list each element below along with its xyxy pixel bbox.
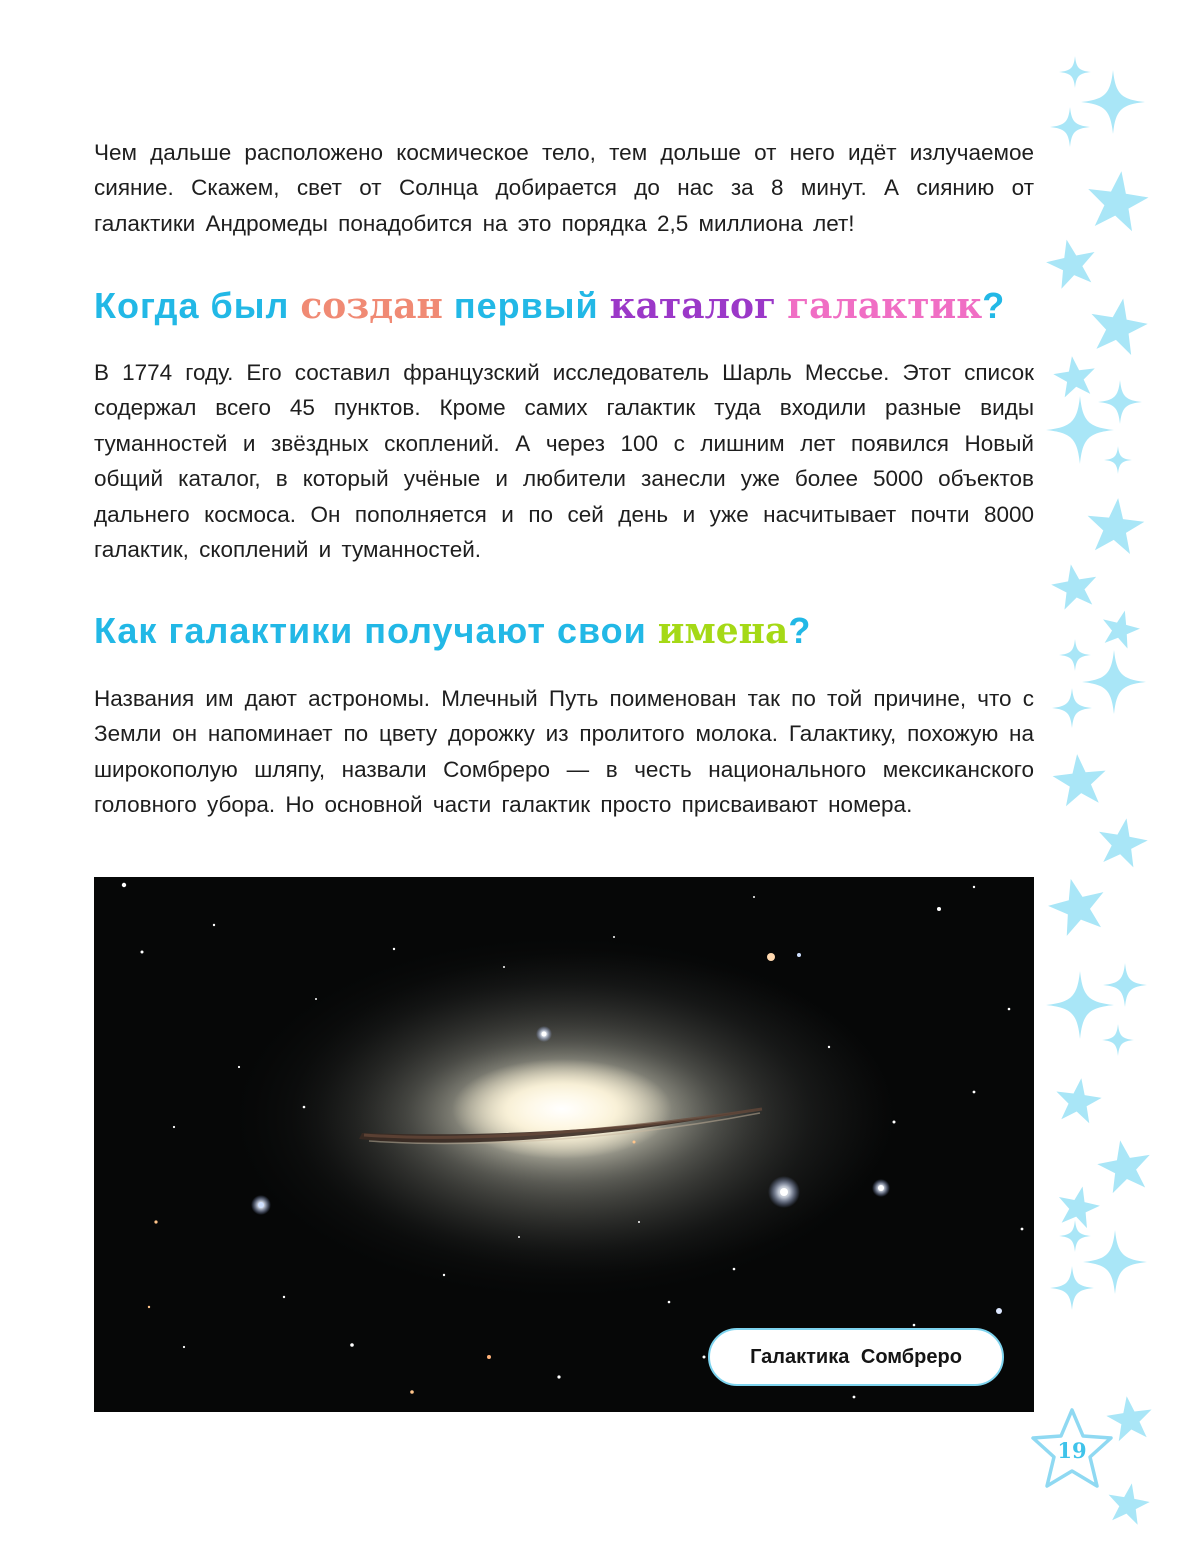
star-icon	[1042, 56, 1155, 1526]
heading-text: первый	[442, 285, 610, 326]
heading-galaxy-names	[94, 609, 1054, 653]
paragraph-naming: Названия им дают астрономы. Млечный Путь поименован так по той причине, что с Земли он напоминает по цвету дорожку из пролитого молока. Галактику, похожую на широкополую шляпу, назвали Сомбреро — в честь национального мексиканского головного убора. Но основной части галактик просто присваивают номера.	[94, 685, 1034, 817]
heading-text: Как галактики получают свои	[94, 610, 658, 651]
decorative-stars-border	[1030, 40, 1193, 1530]
highlight-word-catalog: каталог	[609, 285, 777, 327]
photo-caption: Галактика Сомбреро	[708, 1328, 1004, 1386]
paragraph-light-travel: Чем дальше расположено космическое тело, тем дольше от него идёт излучаемое сияние. Скажем, свет от Солнца добирается до нас за 8 минут. А сиянию от галактики Андромеды понадобится на это порядка 2,5 миллиона лет!	[94, 139, 1034, 236]
sombrero-galaxy-photo	[94, 877, 1034, 1412]
galaxy-image	[94, 877, 1034, 1412]
highlight-word-names: имена	[657, 610, 789, 652]
heading-text: Когда был	[94, 285, 301, 326]
page-number: 19	[1057, 1438, 1087, 1463]
heading-end: ?	[982, 285, 1006, 326]
highlight-word-galaxies: галактик	[787, 285, 983, 327]
paragraph-messier-catalog: В 1774 году. Его составил французский исследователь Шарль Мессье. Этот список содержал всего 45 пунктов. Кроме самих галактик туда входили разные виды туманностей и звёздных скоплений. А через 100 с лишним лет появился Новый общий каталог, в который учёные и любители занесли уже более 5000 объектов дальнего космоса. Он пополняется и по сей день и уже насчитывает почти 8000 галактик, скоплений и туманностей.	[94, 359, 1034, 562]
heading-end: ?	[788, 610, 812, 651]
highlight-word-created: создан	[300, 285, 443, 327]
heading-first-catalog	[94, 284, 1054, 328]
heading-text	[776, 285, 787, 326]
